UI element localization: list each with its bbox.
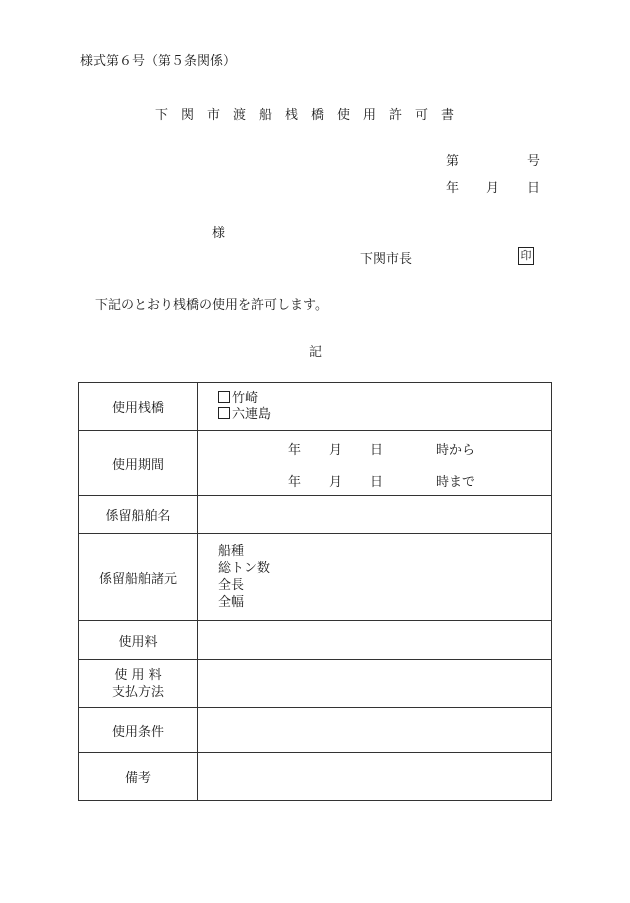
pier-option-mutsurejima[interactable] — [218, 407, 551, 423]
payment-method-field[interactable] — [198, 660, 552, 708]
period-to — [198, 463, 551, 495]
row-label-conditions: 使用条件 — [79, 708, 198, 753]
permit-details-table — [78, 382, 552, 801]
checkbox-icon[interactable] — [218, 407, 230, 419]
to-hour-label: 時まで — [436, 475, 476, 490]
from-year-label: 年 — [288, 443, 302, 458]
from-month-label: 月 — [329, 443, 343, 458]
pier-option-label: 六連島 — [232, 406, 272, 422]
row-label-remarks: 備考 — [79, 753, 198, 801]
pier-option-takezaki[interactable] — [218, 391, 551, 407]
vessel-name-field[interactable] — [198, 496, 552, 534]
form-number: 様式第６号（第５条関係） — [80, 54, 237, 69]
table-row — [79, 383, 552, 431]
table-row — [79, 753, 552, 801]
table-row — [79, 496, 552, 534]
period-from — [198, 431, 551, 463]
date-day: 日 — [527, 181, 541, 196]
payment-method-label-line2: 支払方法 — [111, 684, 164, 700]
payment-method-label-line1: 使 用 料 — [114, 667, 162, 683]
table-row — [79, 621, 552, 660]
date-month: 月 — [486, 181, 500, 196]
period-field[interactable] — [198, 431, 552, 496]
table-row — [79, 708, 552, 753]
fee-field[interactable] — [198, 621, 552, 660]
to-year-label: 年 — [288, 475, 302, 490]
number-suffix: 号 — [527, 154, 541, 169]
remarks-field[interactable] — [198, 753, 552, 801]
row-label-pier: 使用桟橋 — [79, 383, 198, 431]
spec-length: 全長 — [218, 578, 245, 593]
to-day-label: 日 — [370, 475, 384, 490]
ki-heading: 記 — [309, 345, 323, 360]
addressee-honorific: 様 — [212, 226, 226, 241]
row-label-vessel-specs: 係留船舶諸元 — [79, 534, 198, 621]
table-row — [79, 534, 552, 621]
row-label-vessel-name: 係留船舶名 — [79, 496, 198, 534]
from-hour-label: 時から — [436, 443, 476, 458]
to-month-label: 月 — [329, 475, 343, 490]
table-row — [79, 660, 552, 708]
date-year: 年 — [446, 181, 460, 196]
spec-type: 船種 — [218, 544, 245, 559]
conditions-field[interactable] — [198, 708, 552, 753]
document-title: 下関市渡船桟橋使用許可書 — [155, 108, 468, 123]
spec-tonnage: 総トン数 — [218, 561, 271, 576]
number-prefix: 第 — [446, 154, 460, 169]
row-label-period: 使用期間 — [79, 431, 198, 496]
row-label-payment-method — [79, 660, 198, 708]
issuer-name: 下関市長 — [360, 252, 413, 267]
spec-width: 全幅 — [218, 595, 245, 610]
checkbox-icon[interactable] — [218, 391, 230, 403]
table-row — [79, 431, 552, 496]
pier-option-label: 竹崎 — [232, 390, 259, 406]
seal-mark: 印 — [518, 247, 534, 265]
pier-options — [198, 383, 552, 431]
row-label-fee: 使用料 — [79, 621, 198, 660]
permission-statement: 下記のとおり桟橋の使用を許可します。 — [95, 298, 328, 313]
vessel-specs-field[interactable] — [198, 534, 552, 621]
from-day-label: 日 — [370, 443, 384, 458]
